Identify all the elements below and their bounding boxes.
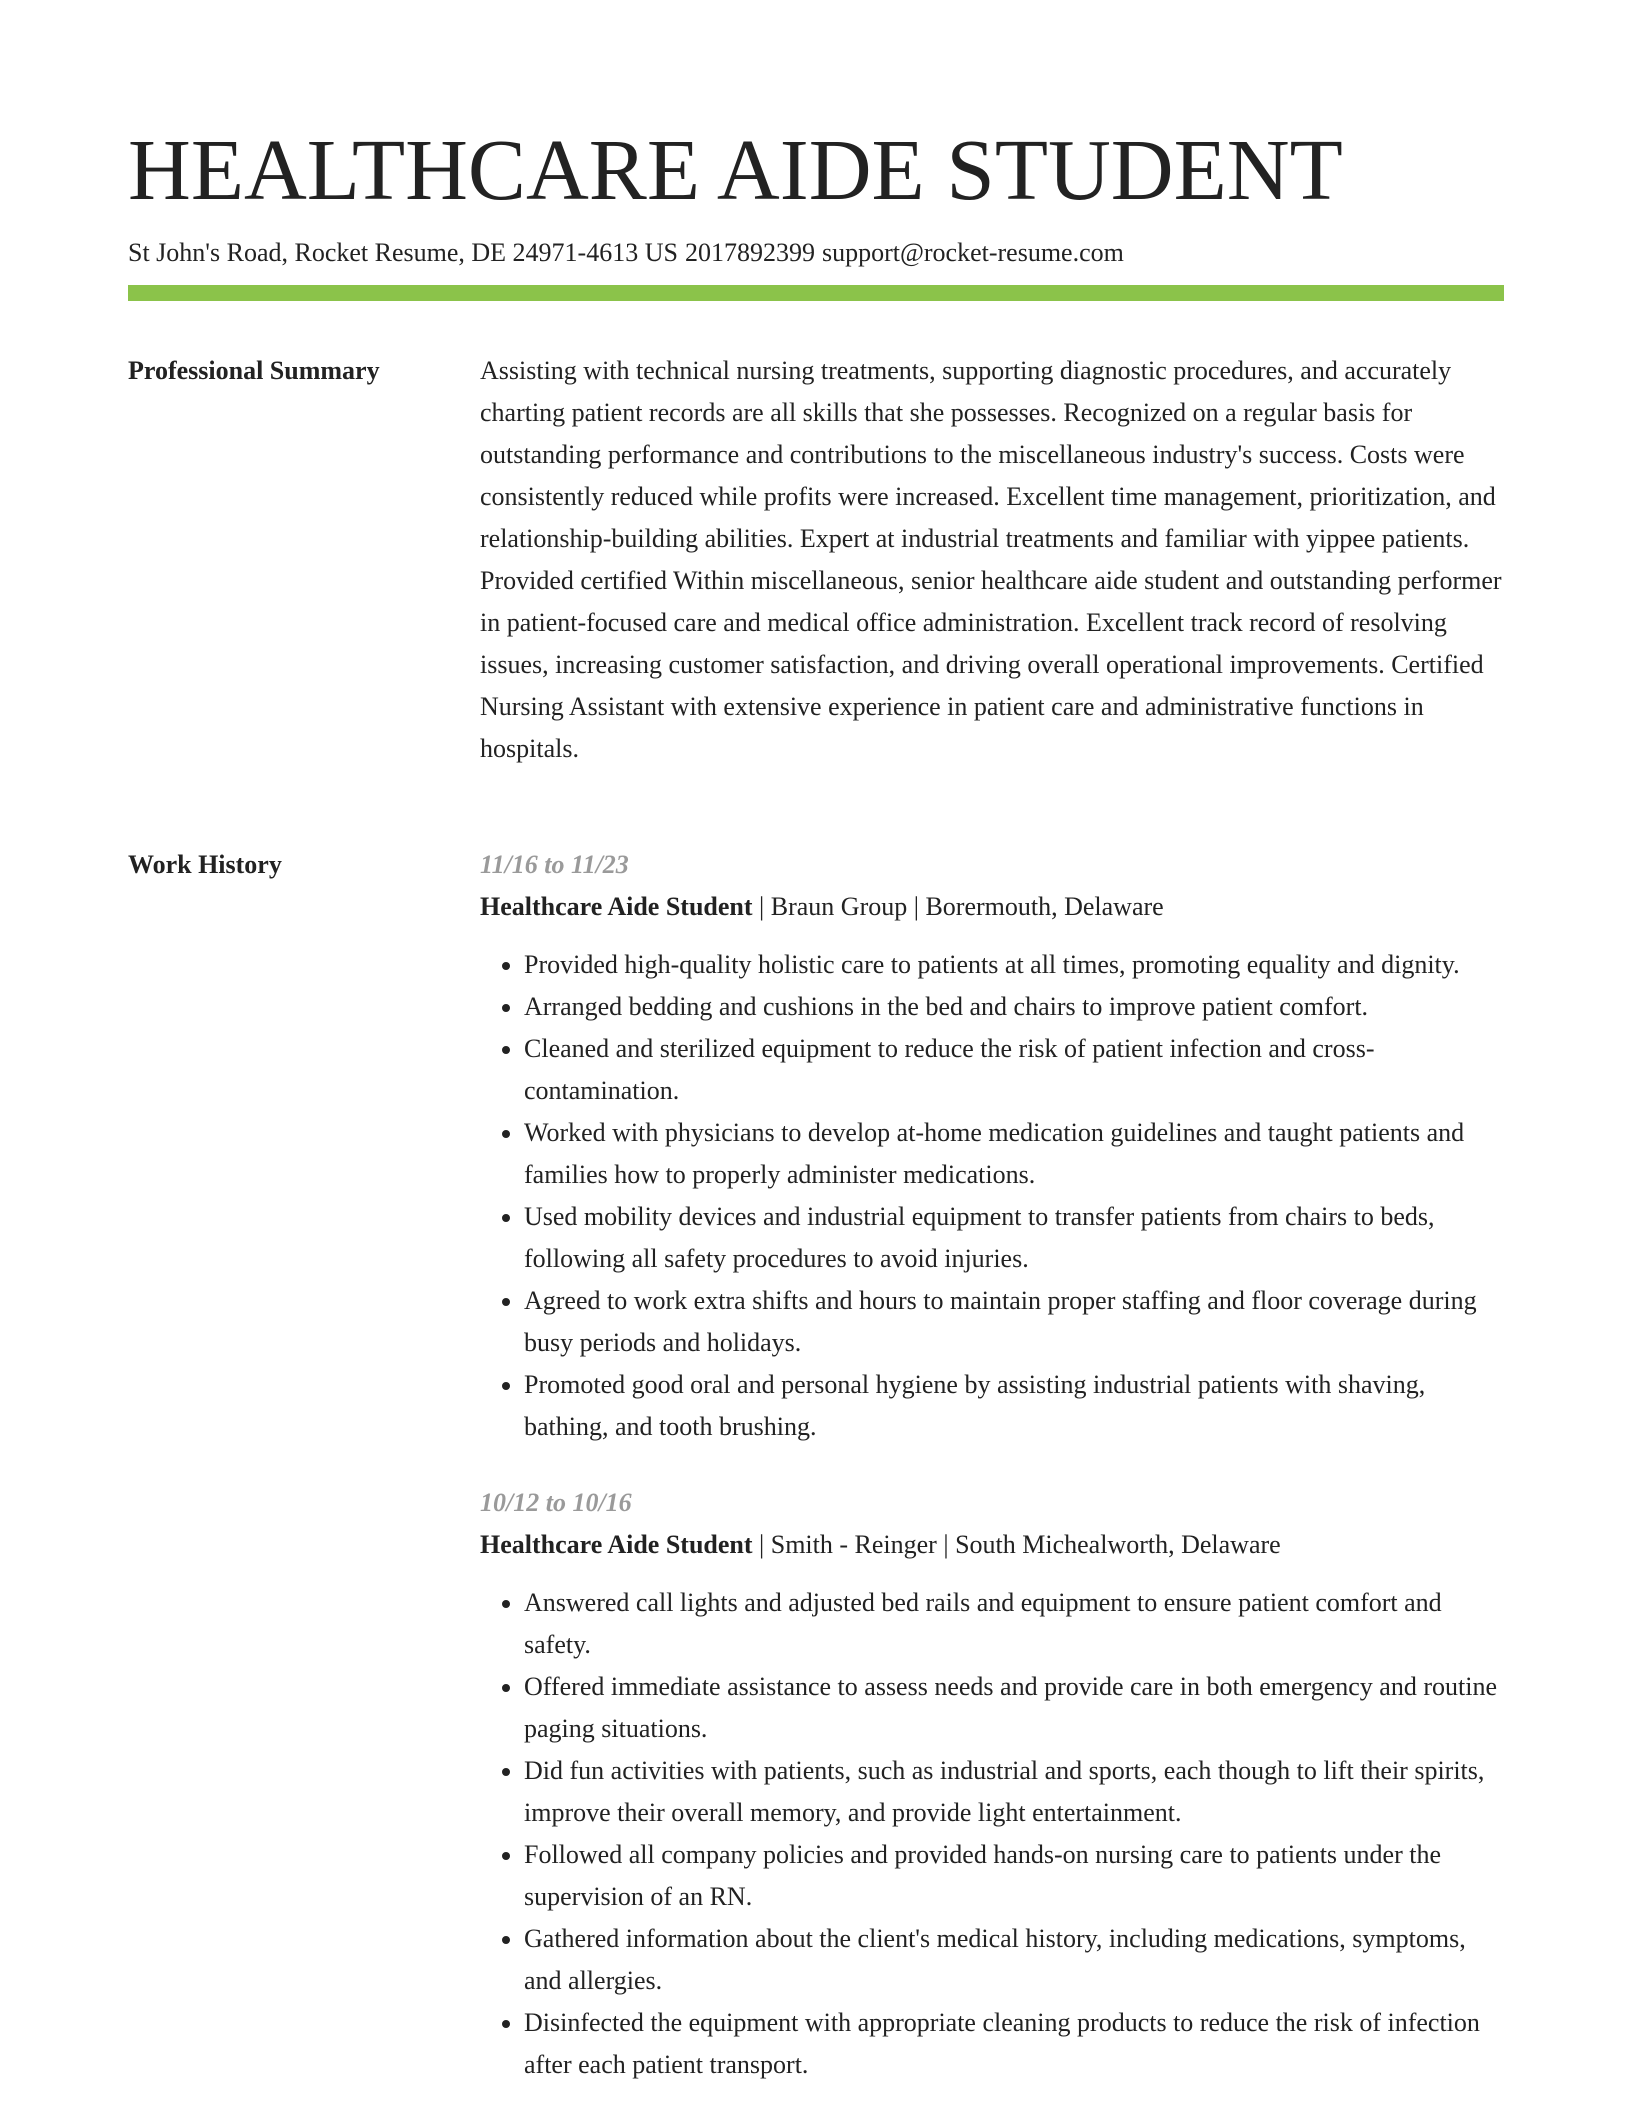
header-divider bbox=[128, 285, 1504, 301]
separator: | bbox=[759, 892, 771, 921]
job-bullet: • Disinfected the equipment with appropriate cleaning products to reduce the risk of infection after each patient transport. bbox=[524, 2002, 1504, 2086]
separator: | bbox=[943, 1530, 956, 1559]
job-title: Healthcare Aide Student bbox=[480, 1530, 753, 1559]
job-title-line bbox=[480, 1524, 1504, 1566]
separator: | bbox=[759, 1530, 771, 1559]
contact-address: St John's Road, Rocket Resume, DE 24971-4613 US bbox=[128, 238, 678, 267]
summary-text: Assisting with technical nursing treatments, supporting diagnostic procedures, and accurately charting patient records are all skills that she possesses. Recognized on a regular basis for outstanding performance and contributions to the miscellaneous industry's success. Costs were consistently reduced while profits were increased. Excellent time management, prioritization, and relationship-building abilities. Expert at industrial treatments and familiar with yippee patients. Provided certified Within miscellaneous, senior healthcare aide student and outstanding performer in patient-focused care and medical office administration. Excellent track record of resolving issues, increasing customer satisfaction, and driving overall operational improvements. Certified Nursing Assistant with extensive experience in patient care and administrative functions in hospitals. bbox=[480, 356, 1502, 763]
job-bullet: • Gathered information about the client's medical history, including medications, symptoms, and allergies. bbox=[524, 1918, 1504, 2002]
work-history-label: Work History bbox=[128, 850, 282, 879]
job-bullet-list bbox=[480, 1582, 1504, 2086]
job-company: Smith - Reinger bbox=[770, 1530, 937, 1559]
job-location: Borermouth, Delaware bbox=[925, 892, 1164, 921]
job-dates: 10/12 to 10/16 bbox=[480, 1488, 632, 1517]
job-title-line bbox=[480, 886, 1504, 928]
job-bullet: • Followed all company policies and provided hands-on nursing care to patients under the supervision of an RN. bbox=[524, 1834, 1504, 1918]
summary-label: Professional Summary bbox=[128, 356, 380, 385]
job-bullet: • Did fun activities with patients, such as industrial and sports, each though to lift their spirits, improve their overall memory, and provide light entertainment. bbox=[524, 1750, 1504, 1834]
summary-body bbox=[480, 350, 1504, 770]
job-bullet: • Agreed to work extra shifts and hours to maintain proper staffing and floor coverage during busy periods and holidays. bbox=[524, 1280, 1504, 1364]
job-entry bbox=[480, 1482, 1504, 2086]
contact-line bbox=[128, 236, 1504, 270]
job-entry bbox=[480, 844, 1504, 1448]
job-bullet: • Worked with physicians to develop at-home medication guidelines and taught patients and families how to properly administer medications. bbox=[524, 1112, 1504, 1196]
job-bullet: • Promoted good oral and personal hygiene by assisting industrial patients with shaving, bathing, and tooth brushing. bbox=[524, 1364, 1504, 1448]
job-bullet: • Offered immediate assistance to assess needs and provide care in both emergency and routine paging situations. bbox=[524, 1666, 1504, 1750]
resume-header bbox=[128, 118, 1504, 270]
job-bullet: • Arranged bedding and cushions in the bed and chairs to improve patient comfort. bbox=[524, 986, 1504, 1028]
job-bullet: • Cleaned and sterilized equipment to reduce the risk of patient infection and cross-contamination. bbox=[524, 1028, 1504, 1112]
job-company: Braun Group bbox=[770, 892, 908, 921]
candidate-name: HEALTHCARE AIDE STUDENT bbox=[128, 121, 1343, 218]
separator: | bbox=[913, 892, 926, 921]
job-bullet: • Provided high-quality holistic care to patients at all times, promoting equality and dignity. bbox=[524, 944, 1504, 986]
contact-phone: 2017892399 bbox=[684, 238, 815, 267]
job-title: Healthcare Aide Student bbox=[480, 892, 753, 921]
job-bullet-list bbox=[480, 944, 1504, 1448]
job-dates: 11/16 to 11/23 bbox=[480, 850, 629, 879]
work-history-body bbox=[480, 844, 1504, 2112]
job-bullet: • Answered call lights and adjusted bed rails and equipment to ensure patient comfort and safety. bbox=[524, 1582, 1504, 1666]
contact-email: support@rocket-resume.com bbox=[821, 238, 1124, 267]
job-location: South Michealworth, Delaware bbox=[955, 1530, 1281, 1559]
job-bullet: • Used mobility devices and industrial equipment to transfer patients from chairs to beds, following all safety procedures to avoid injuries. bbox=[524, 1196, 1504, 1280]
